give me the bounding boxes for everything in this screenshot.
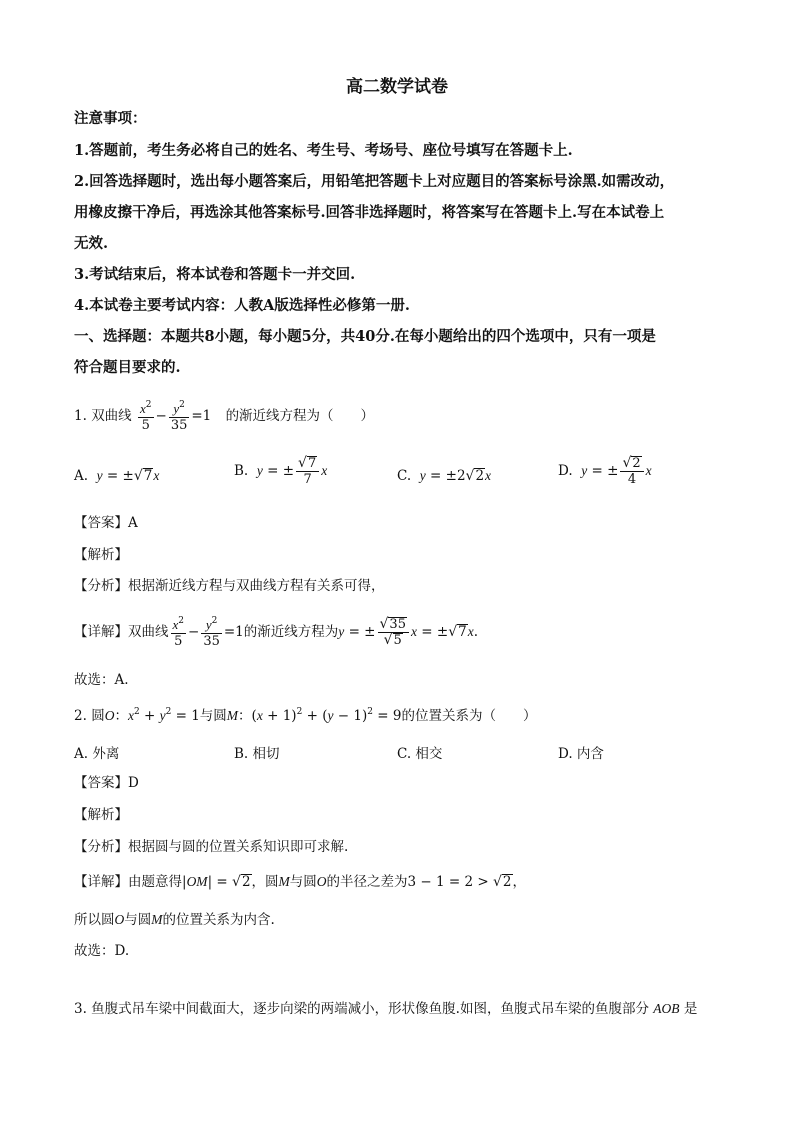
question-text: 是 xyxy=(683,1001,698,1017)
question-text: 的渐近线方程为（ ） xyxy=(225,408,375,424)
option-label: A. xyxy=(74,468,89,484)
option-label: C. xyxy=(397,468,412,484)
analysis-line xyxy=(74,576,385,596)
math-fraction: $\frac{y^2}{35}$ xyxy=(203,615,220,649)
question-text: 双曲线 xyxy=(91,408,132,424)
option-d: D. y = ± $\frac{√2}{4}$ x xyxy=(558,455,652,487)
conclusion-text: 与圆 xyxy=(124,912,152,928)
detail-text: 的半径之差为 xyxy=(326,874,408,890)
notice-item-1: 1.答题前，考生务必将自己的姓名、考生号、考场号、座位号填写在答题卡上. xyxy=(74,142,573,159)
question-1-stem: 1. 双曲线 $\frac{x^2}{5}$ − $\frac{y^2}{35}$ =1 的渐近线方程为（ ） xyxy=(74,399,375,433)
answer-tag: 【答案】 xyxy=(74,515,128,531)
option-b: B. y = ± $\frac{√7}{7}$ x xyxy=(234,455,328,487)
detail-text: 由题意得 xyxy=(128,874,182,890)
conclusion-text: 的位置关系为内含. xyxy=(162,912,275,928)
question-text: 圆 xyxy=(91,708,105,724)
math-fraction: $\frac{y^2}{35}$ xyxy=(170,399,188,433)
math-fraction: $\frac{x^2}{5}$ xyxy=(139,399,152,433)
notice-item-3: 3.考试结束后，将本试卷和答题卡一并交回. xyxy=(74,266,356,283)
answer-value: A xyxy=(128,515,138,531)
question-2-stem: 2. 圆O：$x^2 + y^2 = 1$与圆M：$(x + 1)^2 + (y - 1)^2 = 9$的位置关系为（ ） xyxy=(74,707,537,724)
option-a: A. y = ±√7x xyxy=(74,468,160,484)
math-symbol: AOB xyxy=(653,1001,680,1016)
answer-value: D xyxy=(128,775,139,791)
question-number: 2. xyxy=(74,708,87,724)
analysis-tag: 【分析】 xyxy=(74,578,128,594)
page-title: 高二数学试卷 xyxy=(346,77,448,97)
conclusion-line: 所以圆O与圆M的位置关系为内含. xyxy=(74,912,275,928)
question-text: 3. 鱼腹式吊车梁中间截面大，逐步向梁的两端减小，形状像鱼腹.如图，鱼腹式吊车梁的鱼腹部分 xyxy=(74,1001,649,1017)
section-heading-line-2: 符合题目要求的. xyxy=(74,359,181,376)
answer-tag: 【答案】 xyxy=(74,775,128,791)
option-c: C. 相交 xyxy=(397,746,443,762)
answer-line xyxy=(74,773,139,793)
notice-item-2-line-3: 无效. xyxy=(74,235,109,252)
question-number: 1. xyxy=(74,408,87,424)
jiexi-tag: 【解析】 xyxy=(74,807,128,823)
analysis-text: 根据圆与圆的位置关系知识即可求解. xyxy=(128,839,349,855)
detail-text: 与圆 xyxy=(289,874,317,890)
jiexi-tag: 【解析】 xyxy=(74,547,128,563)
math-fraction: $\frac{√7}{7}$ xyxy=(296,456,319,487)
question-3-stem xyxy=(74,999,697,1019)
detail-tag: 【详解】 xyxy=(74,624,128,640)
answer-line xyxy=(74,513,138,533)
math-fraction: $\frac{√35}{√5}$ xyxy=(378,617,409,648)
math-fraction: $\frac{√2}{4}$ xyxy=(620,456,643,487)
analysis-text: 根据渐近线方程与双曲线方程有关系可得， xyxy=(128,578,385,594)
notice-item-2-line-2: 用橡皮擦干净后，再选涂其他答案标号.回答非选择题时，将答案写在答题卡上.写在本试卷上 xyxy=(74,204,665,221)
choose-line: 故选：D. xyxy=(74,943,130,959)
question-text: 与圆 xyxy=(199,708,227,724)
detail-line: 【详解】由题意得|OM| = √2，圆M与圆O的半径之差为3 − 1 = 2 > √2， xyxy=(74,874,526,890)
notice-item-2-line-1: 2.回答选择题时，选出每小题答案后，用铅笔把答题卡上对应题目的答案标号涂黑.如需改动， xyxy=(74,173,675,190)
conclusion-text: 所以圆 xyxy=(74,912,115,928)
notice-item-4: 4.本试卷主要考试内容：人教A版选择性必修第一册. xyxy=(74,297,410,314)
option-label: D. xyxy=(558,463,573,479)
option-label: B. xyxy=(234,463,249,479)
option-c: C. y = ±2√2x xyxy=(397,468,492,484)
analysis-line xyxy=(74,837,348,857)
notice-heading: 注意事项： xyxy=(74,110,147,127)
analysis-tag: 【分析】 xyxy=(74,839,128,855)
detail-text: 的渐近线方程为 xyxy=(243,624,339,640)
option-a: A. 外离 xyxy=(74,746,120,762)
detail-line: 【详解】双曲线 $\frac{x^2}{5}$ − $\frac{y^2}{35}$ =1的渐近线方程为y = ± $\frac{√35}{√5}$ x = ±√7x. xyxy=(74,615,478,649)
detail-tag: 【详解】 xyxy=(74,874,128,890)
section-heading-line-1: 一、选择题：本题共8小题，每小题5分，共40分.在每小题给出的四个选项中，只有一项是 xyxy=(74,328,656,345)
detail-text: 双曲线 xyxy=(128,624,169,640)
detail-text: ，圆 xyxy=(251,874,279,890)
option-d: D. 内含 xyxy=(558,746,604,762)
math-fraction: $\frac{x^2}{5}$ xyxy=(172,615,185,649)
choose-line: 故选：A. xyxy=(74,672,129,688)
option-b: B. 相切 xyxy=(234,746,280,762)
question-text: 的位置关系为（ ） xyxy=(401,708,537,724)
